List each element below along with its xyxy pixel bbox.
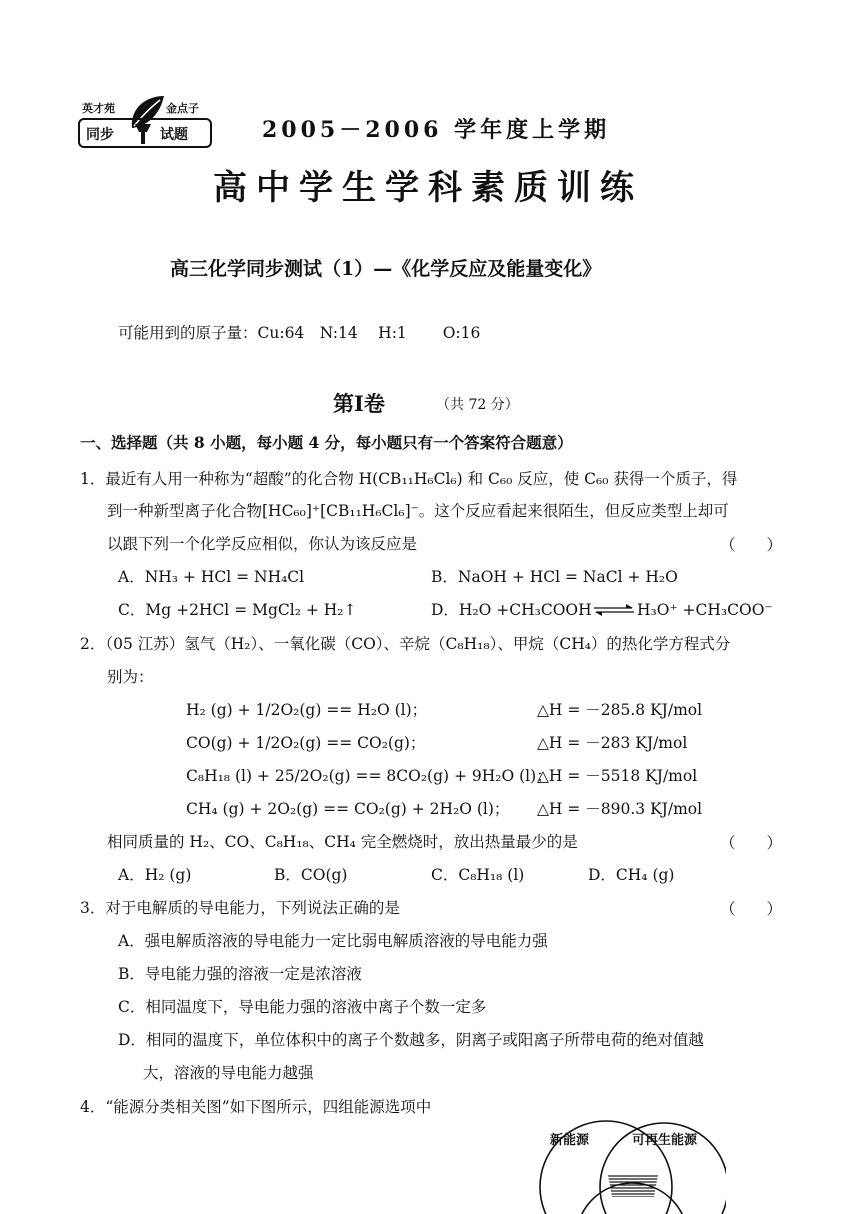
q1-option-b: B．NaOH + HCl = NaCl + H₂O: [431, 568, 678, 586]
logo-text-bottom-left: 同步: [86, 127, 114, 143]
q2-enthalpy-4: △H = －890.3 KJ/mol: [537, 800, 703, 818]
q1-option-d-left: D．H₂O +CH₃COOH: [431, 601, 592, 619]
logo-text-bottom-right: 试题: [160, 127, 188, 143]
volume-score: （共 72 分）: [436, 397, 519, 413]
energy-venn-diagram: [536, 1115, 726, 1214]
q2-equation-3: C₈H₁₈ (l) + 25/2O₂(g) == 8CO₂(g) + 9H₂O (l)；: [186, 767, 552, 785]
q3-option-c: C．相同温度下，导电能力强的溶液中离子个数一定多: [118, 998, 487, 1016]
year-heading: 2005－2006 学年度上学期: [262, 117, 611, 143]
main-title: 高中学生学科素质训练: [213, 168, 643, 208]
torch-icon: [133, 122, 153, 146]
q2-option-c: C．C₈H₁₈ (l): [431, 866, 525, 884]
q2-line1: 2．（05 江苏）氢气（H₂）、一氧化碳（CO）、辛烷（C₈H₁₈）、甲烷（CH₄）的热化学方程式分: [80, 635, 731, 653]
q3-stem: 3．对于电解质的导电能力，下列说法正确的是: [80, 899, 400, 917]
q2-option-d: D．CH₄ (g): [588, 866, 675, 884]
equilibrium-arrow-icon: [592, 603, 636, 617]
q1-option-a: A．NH₃ + HCl = NH₄Cl: [118, 568, 305, 586]
q3-option-a: A．强电解质溶液的导电能力一定比弱电解质溶液的导电能力强: [118, 932, 548, 950]
q3-option-d-line2: 大，溶液的导电能力越强: [143, 1064, 314, 1082]
q2-equation-4: CH₄ (g) + 2O₂(g) == CO₂(g) + 2H₂O (l)；: [186, 800, 510, 818]
q2-enthalpy-3: △H = －5518 KJ/mol: [537, 767, 698, 785]
q2-enthalpy-1: △H = －285.8 KJ/mol: [537, 701, 703, 719]
q2-stem: 相同质量的 H₂、CO、C₈H₁₈、CH₄ 完全燃烧时，放出热量最少的是: [107, 833, 578, 851]
logo-text-top-left: 英才苑: [82, 102, 115, 115]
q2-equation-2: CO(g) + 1/2O₂(g) == CO₂(g)；: [186, 734, 426, 752]
q1-answer-paren: （ ）: [720, 536, 783, 554]
test-title: 高三化学同步测试（1）—《化学反应及能量变化》: [170, 258, 602, 280]
q1-line1: 1．最近有人用一种称为“超酸”的化合物 H(CB₁₁H₆Cl₆) 和 C₆₀ 反应，使 C₆₀ 获得一个质子，得: [80, 470, 738, 488]
volume-title: 第Ⅰ卷: [333, 391, 385, 416]
publisher-logo: [78, 100, 214, 150]
q2-enthalpy-2: △H = －283 KJ/mol: [537, 734, 688, 752]
q1-line3: 以跟下列一个化学反应相似，你认为该反应是: [107, 535, 418, 553]
q2-line2: 别为：: [107, 668, 154, 686]
q3-option-b: B．导电能力强的溶液一定是浓溶液: [118, 965, 362, 983]
venn-label-new-energy: 新能源: [550, 1133, 590, 1148]
q2-answer-paren: （ ）: [720, 834, 783, 852]
q2-equation-1: H₂ (g) + 1/2O₂(g) == H₂O (l)；: [186, 701, 428, 719]
atomic-mass-line: 可能用到的原子量：Cu:64 N:14 H:1 O:16: [118, 324, 481, 342]
section-heading: 一、选择题（共 8 小题，每小题 4 分，每小题只有一个答案符合题意）: [80, 433, 573, 452]
q3-option-d-line1: D．相同的温度下，单位体积中的离子个数越多，阴离子或阳离子所带电荷的绝对值越: [118, 1031, 704, 1049]
q4-stem: 4．“能源分类相关图”如下图所示，四组能源选项中: [80, 1098, 432, 1116]
q2-option-a: A．H₂ (g): [118, 866, 192, 884]
q1-option-c: C．Mg +2HCl = MgCl₂ + H₂↑: [118, 601, 357, 619]
q1-option-d-right: H₃O⁺ +CH₃COO⁻: [637, 601, 773, 619]
q3-answer-paren: （ ）: [720, 900, 783, 918]
venn-label-renewable-energy: 可再生能源: [632, 1133, 698, 1148]
logo-text-top-right: 金点子: [166, 102, 199, 115]
q2-option-b: B．CO(g): [274, 866, 348, 884]
q1-line2: 到一种新型离子化合物[HC₆₀]⁺[CB₁₁H₆Cl₆]⁻。这个反应看起来很陌生，但反应类型上却可: [107, 502, 729, 520]
